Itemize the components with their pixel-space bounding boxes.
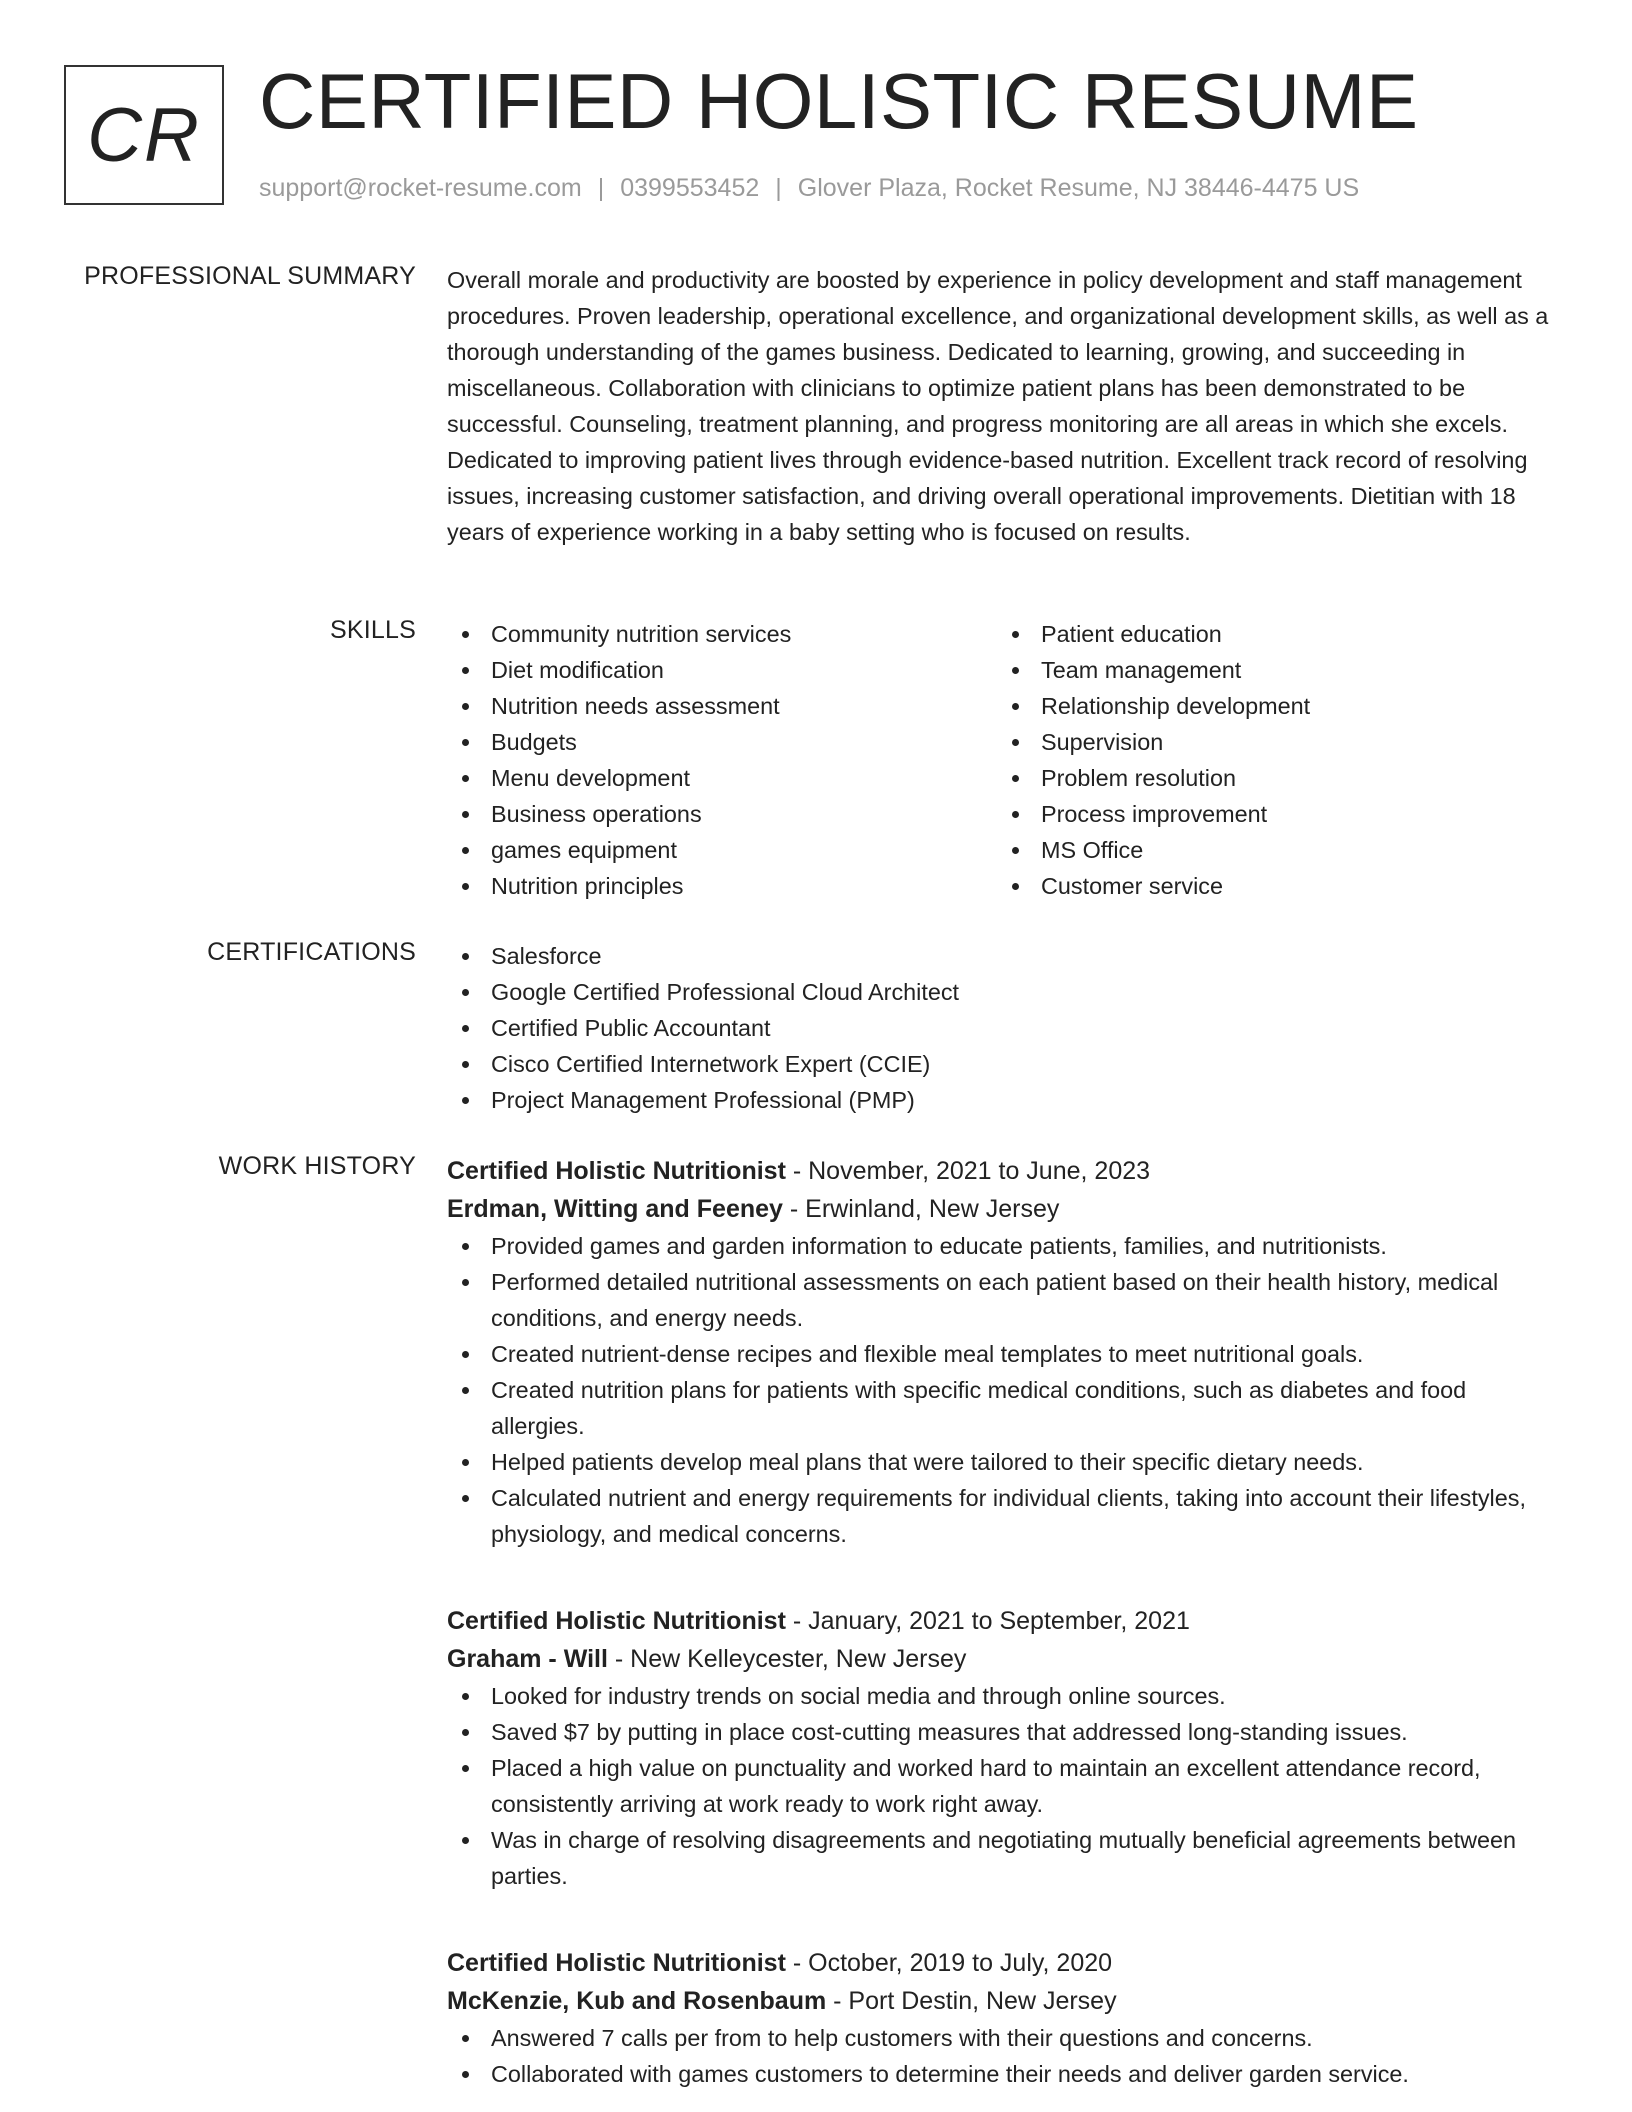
list-item: Diet modification [447,652,997,688]
list-item: Menu development [447,760,997,796]
job-bullets [447,2020,1562,2092]
contact-address: Glover Plaza, Rocket Resume, NJ 38446-4475 US [797,174,1360,202]
list-item: Relationship development [997,688,1547,724]
list-item: Process improvement [997,796,1547,832]
job-title-line [447,1944,1562,1982]
list-item: Provided games and garden information to educate patients, families, and nutritionists. [447,1228,1562,1264]
summary-text: Overall morale and productivity are boosted by experience in policy development and staff management procedures. Proven leadership, operational excellence, and organizational development skills, as well as a thorough understanding of the games business. Dedicated to learning, growing, and succeeding in miscellaneous. Collaboration with clinicians to optimize patient plans has been demonstrated to be successful. Counseling, treatment planning, and progress monitoring are all areas in which she excels. Dedicated to improving patient lives through evidence-based nutrition. Excellent track record of resolving issues, increasing customer satisfaction, and driving overall operational improvements. Dietitian with 18 years of experience working in a baby setting who is focused on results. [447,267,1549,545]
list-item: Patient education [997,616,1547,652]
resume-title: CERTIFIED HOLISTIC RESUME [259,57,1419,145]
job-company: McKenzie, Kub and Rosenbaum [447,1987,827,2015]
list-item: games equipment [447,832,997,868]
skills-list-right [997,616,1547,904]
job-location: - Port Destin, New Jersey [826,1987,1117,2015]
list-item: Collaborated with games customers to determine their needs and deliver garden service. [447,2056,1562,2092]
contact-line [259,174,1359,203]
list-item: Project Management Professional (PMP) [447,1082,1562,1118]
job-company: Erdman, Witting and Feeney [447,1195,783,1223]
job-company-line [447,1190,1562,1228]
list-item: Calculated nutrient and energy requirements for individual clients, taking into account their lifestyles, physiology, and medical concerns. [447,1480,1562,1552]
contact-separator: | [597,174,605,202]
contact-phone[interactable]: 0399553452 [620,174,760,202]
job-company-line [447,1982,1562,2020]
job-location: - Erwinland, New Jersey [782,1195,1060,1223]
contact-email[interactable]: support@rocket-resume.com [259,174,582,202]
list-item: Was in charge of resolving disagreements and negotiating mutually beneficial agreements between parties. [447,1822,1562,1894]
job-company-line [447,1640,1562,1678]
list-item: Supervision [997,724,1547,760]
job-entry [447,1152,1562,1552]
section-label-skills: SKILLS [330,616,416,644]
list-item: Created nutrition plans for patients with specific medical conditions, such as diabetes and food allergies. [447,1372,1562,1444]
job-dates: - November, 2021 to June, 2023 [785,1157,1151,1185]
job-company: Graham - Will [447,1645,608,1673]
list-item: Budgets [447,724,997,760]
list-item: Saved $7 by putting in place cost-cutting measures that addressed long-standing issues. [447,1714,1562,1750]
list-item: MS Office [997,832,1547,868]
job-title: Certified Holistic Nutritionist [447,1607,786,1635]
skills-list-left [447,616,997,904]
job-title-line [447,1602,1562,1640]
list-item: Answered 7 calls per from to help customers with their questions and concerns. [447,2020,1562,2056]
contact-separator: | [775,174,782,202]
job-entry [447,1944,1562,2092]
list-item: Looked for industry trends on social media and through online sources. [447,1678,1562,1714]
list-item: Placed a high value on punctuality and worked hard to maintain an excellent attendance record, consistently arriving at work ready to work right away. [447,1750,1562,1822]
list-item: Cisco Certified Internetwork Expert (CCIE) [447,1046,1562,1082]
list-item: Customer service [997,868,1547,904]
job-title: Certified Holistic Nutritionist [447,1157,786,1185]
certifications-list [447,938,1562,1118]
job-dates: - October, 2019 to July, 2020 [785,1949,1113,1977]
list-item: Google Certified Professional Cloud Architect [447,974,1562,1010]
list-item: Business operations [447,796,997,832]
section-label-work-history: WORK HISTORY [218,1152,416,1180]
list-item: Nutrition needs assessment [447,688,997,724]
job-location: - New Kelleycester, New Jersey [607,1645,967,1673]
list-item: Helped patients develop meal plans that were tailored to their specific dietary needs. [447,1444,1562,1480]
job-entry [447,1602,1562,1894]
job-bullets [447,1228,1562,1552]
list-item: Team management [997,652,1547,688]
section-label-summary: PROFESSIONAL SUMMARY [84,262,416,290]
job-title-line [447,1152,1562,1190]
list-item: Performed detailed nutritional assessments on each patient based on their health history, medical conditions, and energy needs. [447,1264,1562,1336]
list-item: Salesforce [447,938,1562,974]
jobs-container [447,1152,1562,2092]
job-bullets [447,1678,1562,1894]
list-item: Nutrition principles [447,868,997,904]
job-title: Certified Holistic Nutritionist [447,1949,786,1977]
list-item: Certified Public Accountant [447,1010,1562,1046]
list-item: Problem resolution [997,760,1547,796]
list-item: Created nutrient-dense recipes and flexible meal templates to meet nutritional goals. [447,1336,1562,1372]
list-item: Community nutrition services [447,616,997,652]
monogram-logo: CR [64,65,224,205]
section-label-certifications: CERTIFICATIONS [207,938,416,966]
job-dates: - January, 2021 to September, 2021 [785,1607,1190,1635]
